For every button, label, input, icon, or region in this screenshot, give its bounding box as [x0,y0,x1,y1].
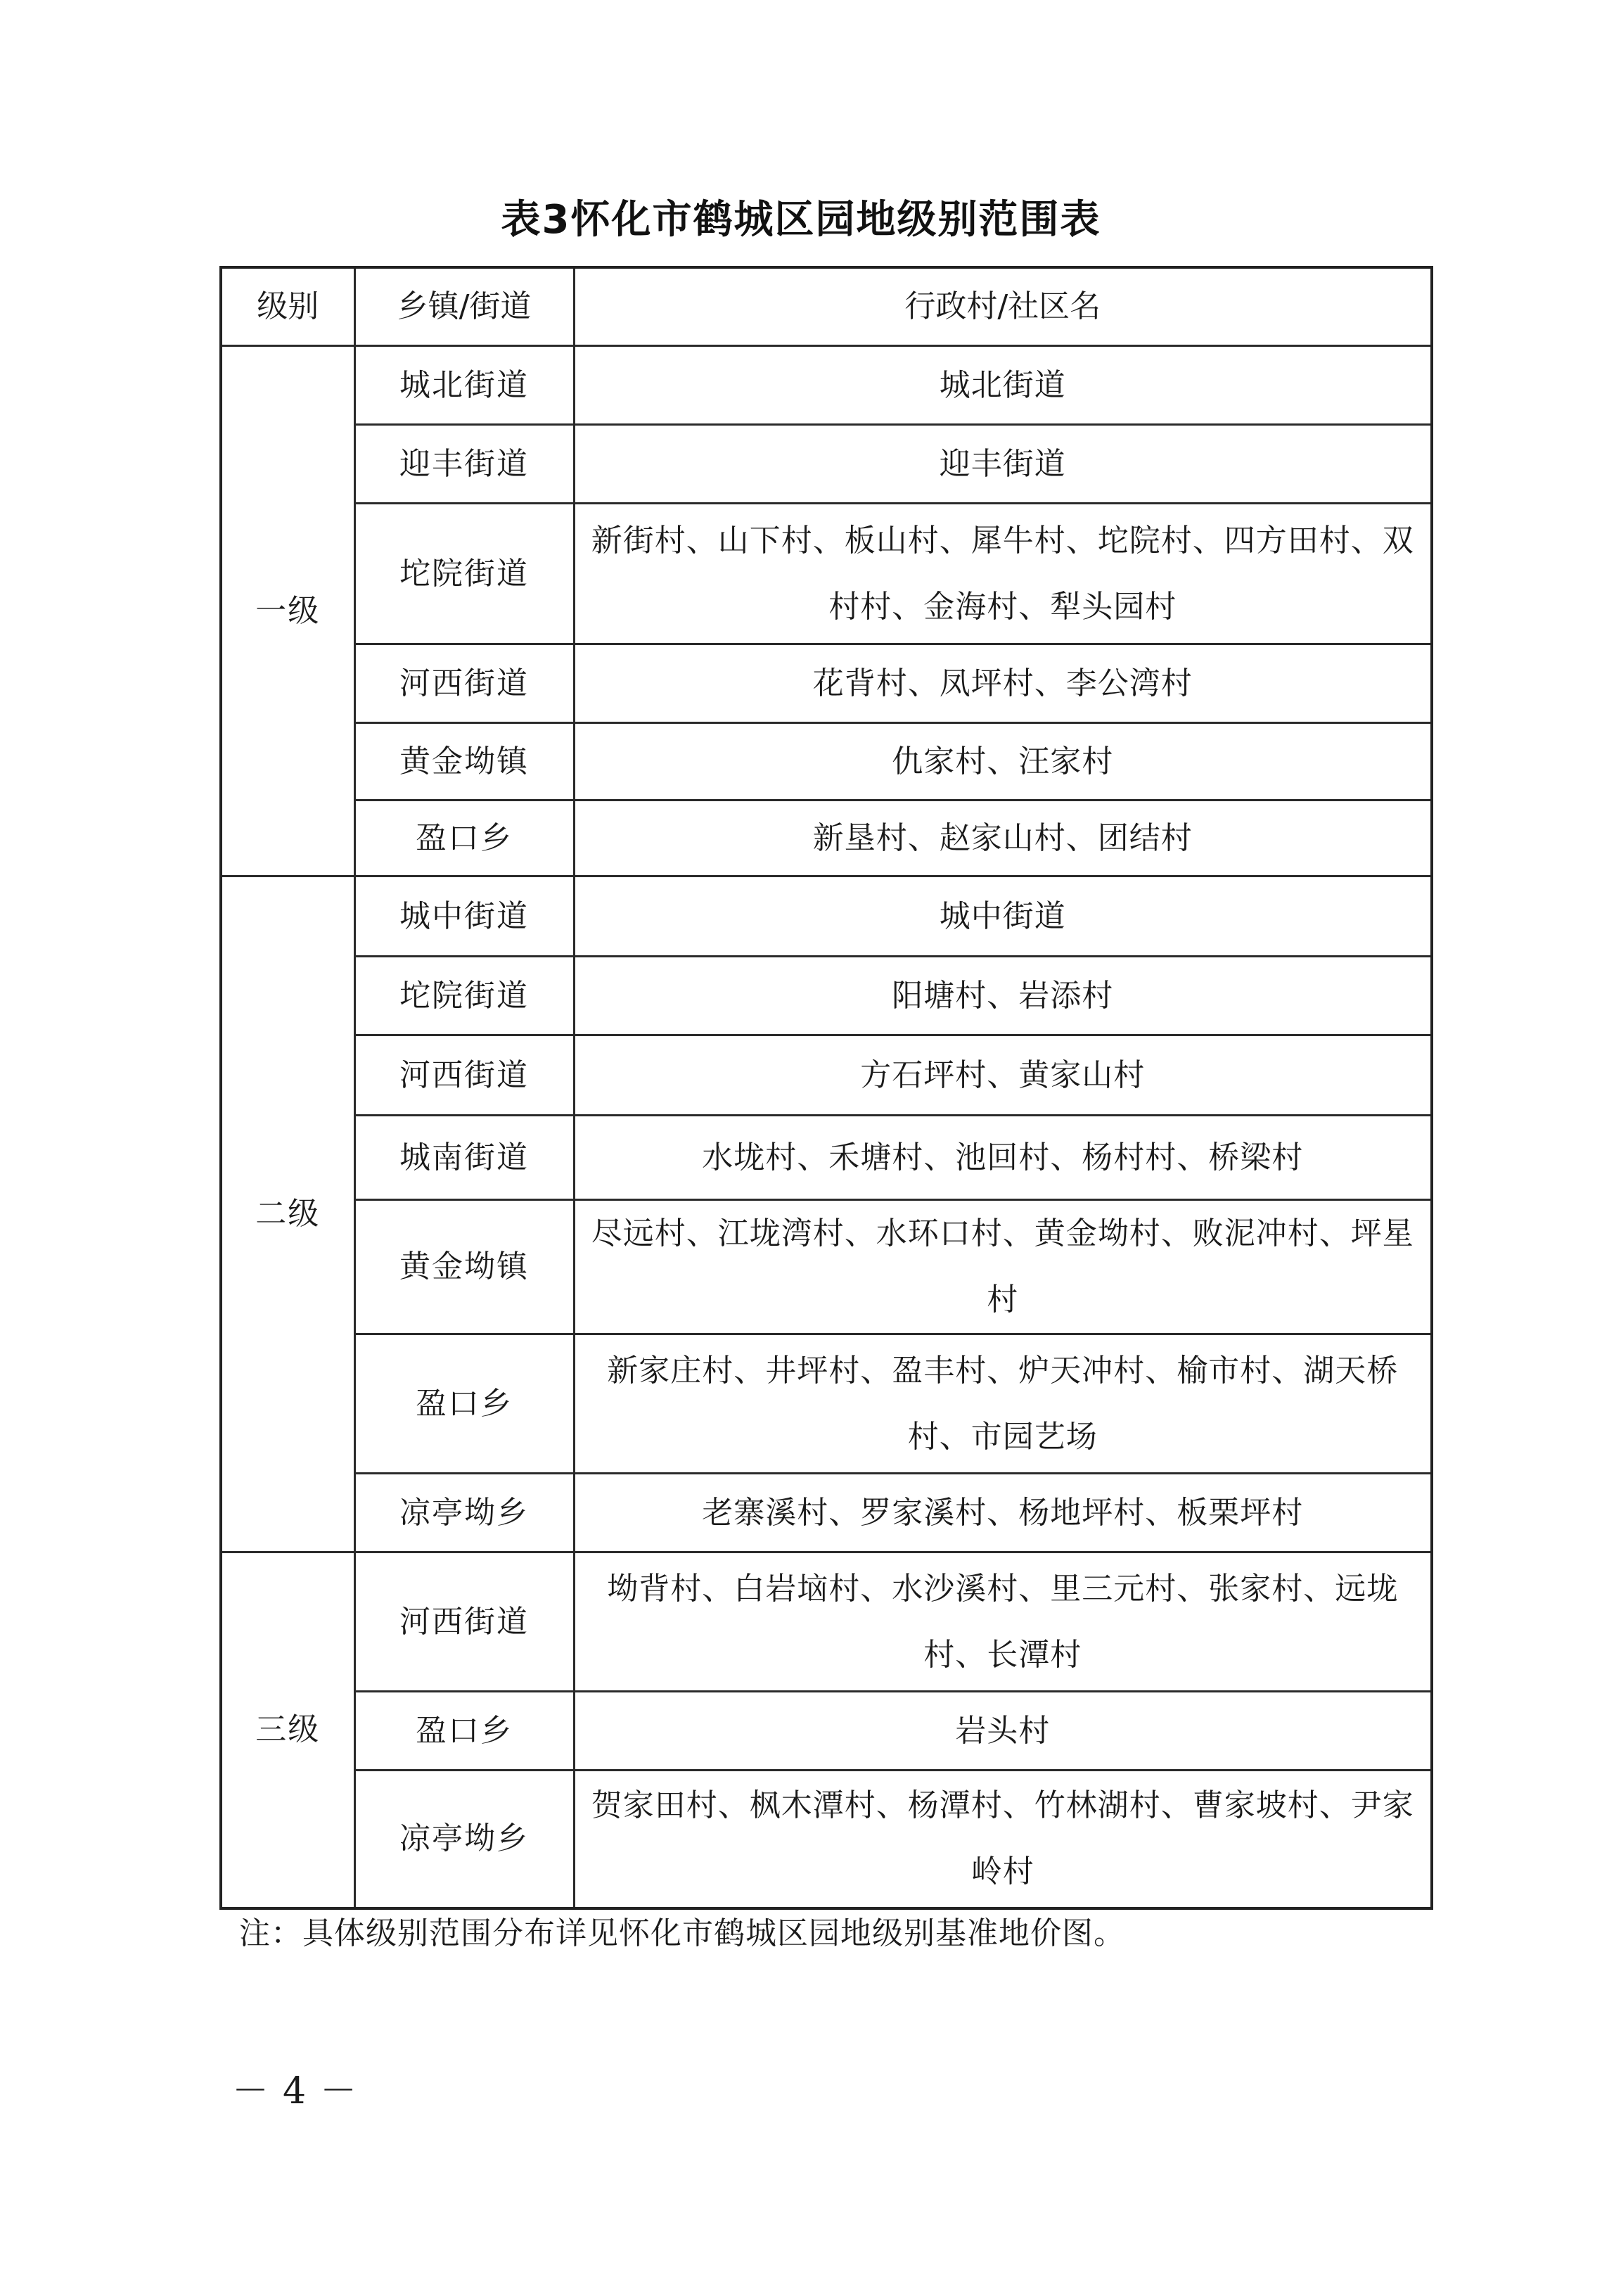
table-row [221,1692,1432,1771]
table-row [221,1474,1432,1552]
villages-cell: 城中街道 [574,876,1432,957]
villages-cell: 城北街道 [574,346,1432,425]
table-row [221,425,1432,504]
villages-cell: 方石坪村、黄家山村 [574,1035,1432,1116]
table-row [221,801,1432,876]
villages-cell: 尽远村、江垅湾村、水环口村、黄金坳村、败泥冲村、坪星村 [574,1200,1432,1334]
villages-cell: 新街村、山下村、板山村、犀牛村、坨院村、四方田村、双村村、金海村、犁头园村 [574,504,1432,644]
header-level: 级别 [221,267,354,346]
town-cell: 迎丰街道 [354,425,574,504]
villages-cell: 坳背村、白岩垴村、水沙溪村、里三元村、张家村、远垅村、长潭村 [574,1552,1432,1692]
table-row [221,957,1432,1035]
villages-cell: 贺家田村、枫木潭村、杨潭村、竹林湖村、曹家坡村、尹家岭村 [574,1771,1432,1908]
table-title: 表3怀化市鹤城区园地级别范围表 [501,197,1101,243]
table-row [221,504,1432,644]
town-cell: 黄金坳镇 [354,1200,574,1334]
page-number: －4－ [232,2070,371,2112]
table-row [221,876,1432,957]
town-cell: 凉亭坳乡 [354,1771,574,1908]
town-cell: 盈口乡 [354,1334,574,1474]
villages-cell: 老寨溪村、罗家溪村、杨地坪村、板栗坪村 [574,1474,1432,1552]
town-cell: 坨院街道 [354,957,574,1035]
table-row [221,723,1432,801]
table-row [221,644,1432,723]
land-grade-table [219,266,1433,1910]
table-row [221,1200,1432,1334]
table-row [221,1552,1432,1692]
town-cell: 城中街道 [354,876,574,957]
villages-cell: 花背村、凤坪村、李公湾村 [574,644,1432,723]
table-row [221,1334,1432,1474]
villages-cell: 水垅村、禾塘村、池回村、杨村村、桥梁村 [574,1116,1432,1200]
town-cell: 盈口乡 [354,801,574,876]
town-cell: 盈口乡 [354,1692,574,1771]
villages-cell: 仇家村、汪家村 [574,723,1432,801]
level-cell-3: 三级 [221,1552,354,1908]
villages-cell: 迎丰街道 [574,425,1432,504]
town-cell: 河西街道 [354,1552,574,1692]
level-cell-1: 一级 [221,346,354,876]
town-cell: 城北街道 [354,346,574,425]
table-header-row [221,267,1432,346]
town-cell: 河西街道 [354,1035,574,1116]
header-town: 乡镇/街道 [354,267,574,346]
villages-cell: 岩头村 [574,1692,1432,1771]
town-cell: 城南街道 [354,1116,574,1200]
header-villages: 行政村/社区名 [574,267,1432,346]
table-row [221,346,1432,425]
level-cell-2: 二级 [221,876,354,1552]
table-row [221,1771,1432,1908]
villages-cell: 新垦村、赵家山村、团结村 [574,801,1432,876]
table-row [221,1035,1432,1116]
table-row [221,1116,1432,1200]
town-cell: 坨院街道 [354,504,574,644]
town-cell: 凉亭坳乡 [354,1474,574,1552]
table-note: 注：具体级别范围分布详见怀化市鹤城区园地级别基准地价图。 [239,1915,1125,1951]
town-cell: 黄金坳镇 [354,723,574,801]
villages-cell: 新家庄村、井坪村、盈丰村、炉天冲村、榆市村、湖天桥村、市园艺场 [574,1334,1432,1474]
town-cell: 河西街道 [354,644,574,723]
villages-cell: 阳塘村、岩添村 [574,957,1432,1035]
